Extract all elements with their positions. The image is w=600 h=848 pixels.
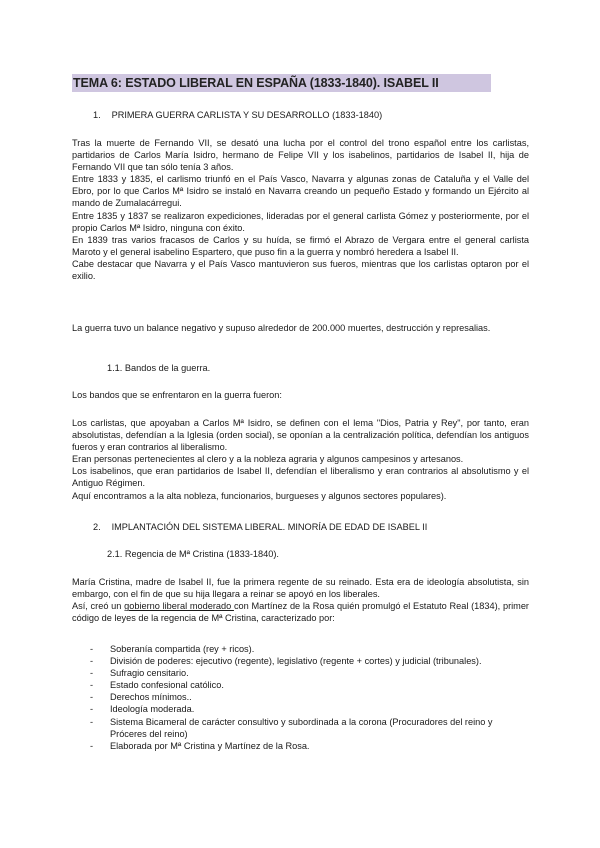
list-item-text: Soberanía compartida (rey + ricos). bbox=[110, 644, 255, 654]
paragraph: Entre 1835 y 1837 se realizaron expediciones, lideradas por el general carlista Gómez y posteriormente, por el propio Carlos Mª Isidro, ninguna con éxito. bbox=[72, 210, 529, 233]
list-dash: - bbox=[90, 680, 94, 691]
section-2-title: IMPLANTACIÓN DEL SISTEMA LIBERAL. MINORÍA DE EDAD DE ISABEL II bbox=[111, 522, 428, 532]
paragraph: Los isabelinos, que eran partidarios de Isabel II, defendían el liberalismo y eran contrarios al absolutismo y el Antiguo Régimen. bbox=[72, 466, 529, 489]
list-item bbox=[90, 716, 530, 740]
section-1-heading bbox=[93, 109, 382, 121]
list-dash: - bbox=[90, 716, 94, 727]
underlined-phrase: gobierno liberal moderado bbox=[124, 601, 234, 612]
list-dash: - bbox=[90, 740, 94, 751]
list-item-text: Estado confesional católico. bbox=[110, 680, 224, 691]
subsection-2-1-heading: 2.1. Regencia de Mª Cristina (1833-1840). bbox=[107, 549, 279, 559]
list-dash: - bbox=[90, 704, 94, 715]
list-item bbox=[90, 703, 530, 715]
section-1-balance bbox=[72, 322, 529, 334]
list-item bbox=[90, 643, 530, 655]
list-item-text: Derechos mínimos.. bbox=[110, 692, 192, 703]
paragraph: Eran personas pertenecientes al clero y a la nobleza agraria y algunos campesinos y artesanos. bbox=[72, 454, 464, 465]
characteristics-list bbox=[90, 643, 530, 752]
list-item bbox=[90, 655, 530, 667]
section-2-number: 2. bbox=[93, 522, 101, 532]
subsection-2-1-body bbox=[72, 576, 529, 624]
paragraph: Entre 1833 y 1835, el carlismo triunfó en el País Vasco, Navarra y algunas zonas de Cataluña y el Valle del Ebro, por lo que Carlos Mª Isidro se instaló en Navarra creando un pequeño Estado y formando un Ejército al mando de Zumalacárregui. bbox=[72, 174, 529, 209]
subsection-1-1-body bbox=[72, 417, 529, 502]
list-dash: - bbox=[90, 668, 94, 679]
list-dash: - bbox=[90, 656, 94, 667]
section-1-body bbox=[72, 137, 529, 282]
paragraph: María Cristina, madre de Isabel II, fue la primera regente de su reinado. Esta era de ideología absolutista, sin embargo, con el fin de que su hija llegara a reinar se apoyó en los liberales. bbox=[72, 577, 529, 600]
paragraph: Aquí encontramos a la alta nobleza, funcionarios, burgueses y algunos sectores populares). bbox=[72, 490, 447, 501]
list-item bbox=[90, 679, 530, 691]
list-dash: - bbox=[90, 692, 94, 703]
list-item-text: Sufragio censitario. bbox=[110, 668, 189, 679]
subsection-1-1-intro bbox=[72, 389, 529, 401]
paragraph-text-after: con Martínez de la Rosa quién promulgó el Estatuto Real (1834), primer código de leyes de la regencia de Mª Cristina, caracterizado por: bbox=[72, 601, 529, 624]
list-item bbox=[90, 667, 530, 679]
paragraph: Tras la muerte de Fernando VII, se desató una lucha por el control del trono español entre los carlistas, partidarios de Carlos María Isidro, hermano de Felipe VII y los isabelinos, partidarios de Isabel II, hija de Fernando VII que tan sólo tenía 3 años. bbox=[72, 138, 529, 173]
paragraph: Los bandos que se enfrentaron en la guerra fueron: bbox=[72, 390, 282, 400]
paragraph bbox=[72, 600, 529, 624]
paragraph: Los carlistas, que apoyaban a Carlos Mª Isidro, se definen con el lema "Dios, Patria y Rey", por tanto, eran absolutistas, defendían a la Iglesia (orden social), se oponían a la centralización política, defendían los antiguos fueros y eran contrarios al liberalismo. bbox=[72, 418, 529, 453]
section-2-heading bbox=[93, 521, 427, 533]
paragraph: Cabe destacar que Navarra y el País Vasco mantuvieron sus fueros, mientras que los carlistas optaron por el exilio. bbox=[72, 258, 529, 282]
list-dash: - bbox=[90, 644, 94, 654]
section-1-title: PRIMERA GUERRA CARLISTA Y SU DESARROLLO (1833-1840) bbox=[111, 110, 383, 120]
paragraph: La guerra tuvo un balance negativo y supuso alrededor de 200.000 muertes, destrucción y represalias. bbox=[72, 323, 491, 333]
list-item-text: Sistema Bicameral de carácter consultivo y subordinada a la corona (Procuradores del reino y Próceres del reino) bbox=[110, 716, 493, 739]
paragraph-text-before: Así, creó un bbox=[72, 601, 125, 612]
page-title: TEMA 6: ESTADO LIBERAL EN ESPAÑA (1833-1840). ISABEL II bbox=[72, 74, 491, 92]
list-item-text: Elaborada por Mª Cristina y Martínez de la Rosa. bbox=[110, 740, 310, 751]
list-item-text: División de poderes: ejecutivo (regente), legislativo (regente + cortes) y judicial (tribunales). bbox=[110, 656, 482, 667]
list-item bbox=[90, 691, 530, 703]
list-item bbox=[90, 740, 530, 752]
paragraph: En 1839 tras varios fracasos de Carlos y su huída, se firmó el Abrazo de Vergara entre el general carlista Maroto y el general isabelino Espartero, que puso fin a la guerra y nombró heredera a Isabel II. bbox=[72, 234, 529, 257]
list-item-text: Ideología moderada. bbox=[110, 704, 195, 715]
subsection-1-1-heading: 1.1. Bandos de la guerra. bbox=[107, 363, 211, 373]
section-1-number: 1. bbox=[93, 110, 101, 120]
